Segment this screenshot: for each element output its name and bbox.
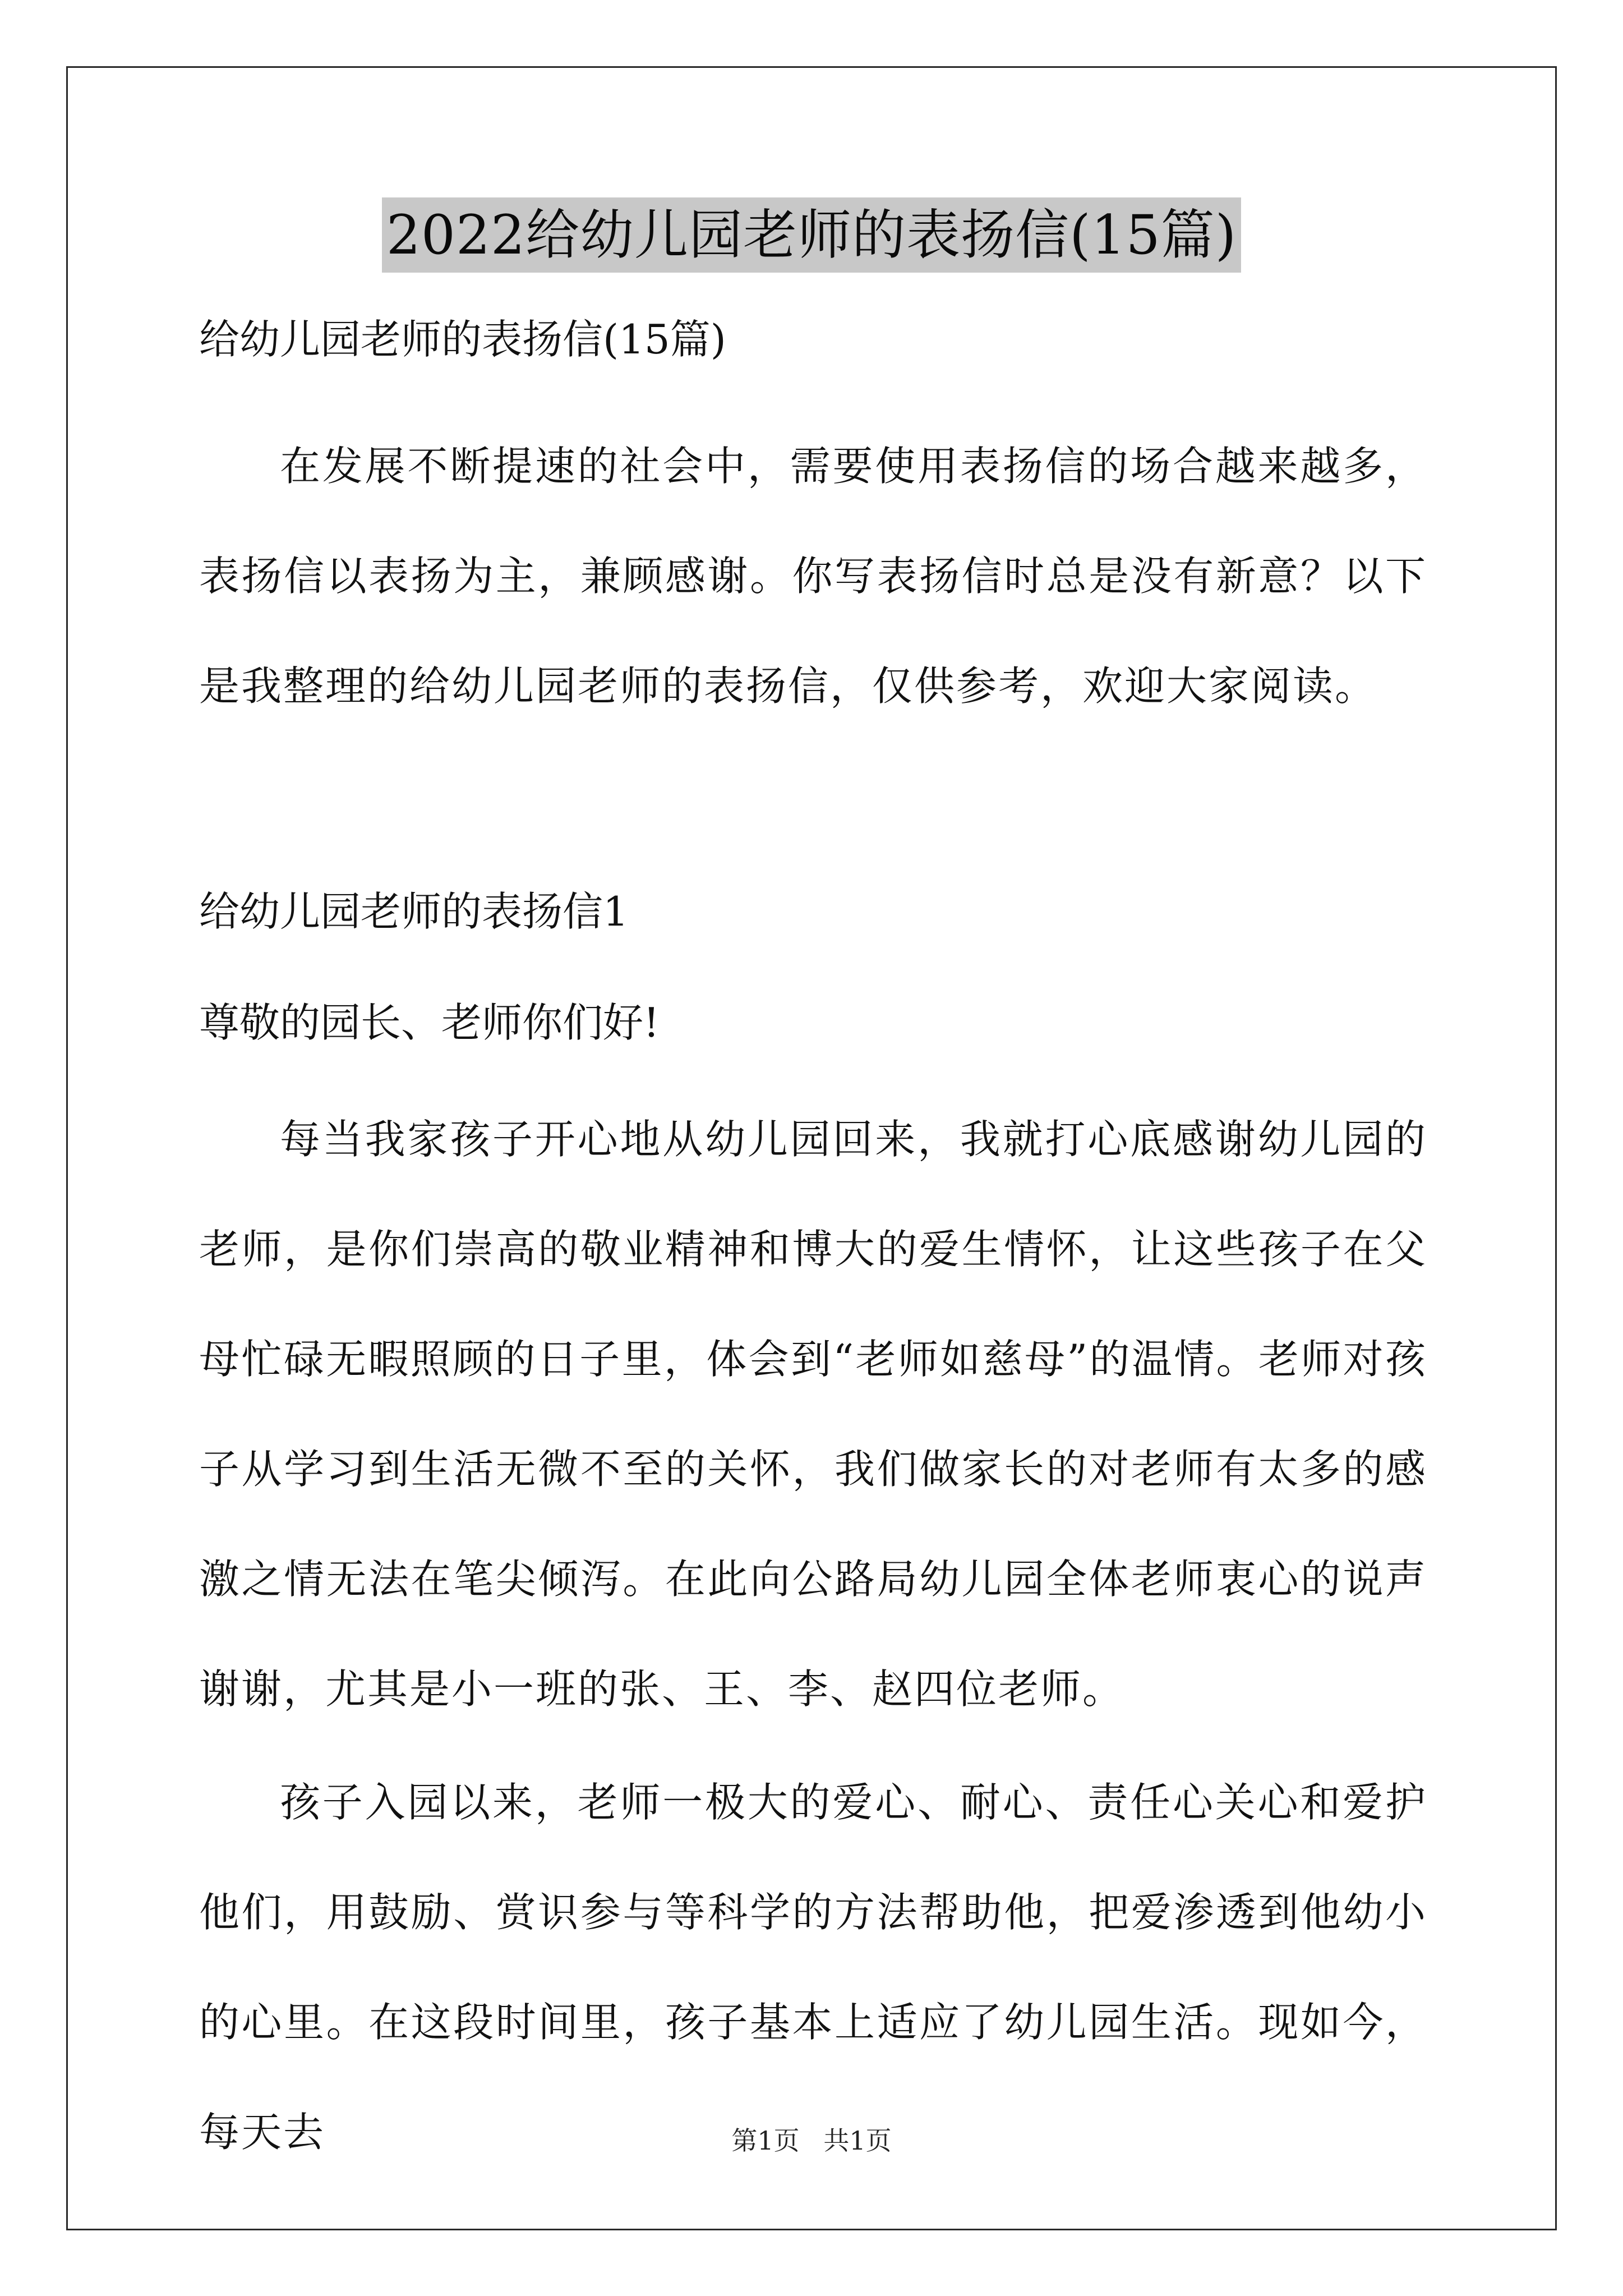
page-number: 第1页 [731,2125,800,2156]
document-subtitle: 给幼儿园老师的表扬信(15篇) [199,316,726,363]
intro-paragraph: 在发展不断提速的社会中，需要使用表扬信的场合越来越多，表扬信以表扬为主，兼顾感谢。你写表扬信时总是没有新意？以下是我整理的给幼儿园老师的表扬信，仅供参考，欢迎大家阅读。 [199,443,1427,710]
salutation: 尊敬的园长、老师你们好! [199,999,660,1046]
body-paragraph-2: 孩子入园以来，老师一极大的爱心、耐心、责任心关心和爱护他们，用鼓励、赏识参与等科学的方法帮助他，把爱渗透到他幼小的心里。在这段时间里，孩子基本上适应了幼儿园生活。现如今，每天去 [199,1779,1427,2156]
body-paragraph-1: 每当我家孩子开心地从幼儿园回来，我就打心底感谢幼儿园的老师，是你们崇高的敬业精神和博大的爱生情怀，让这些孩子在父母忙碌无暇照顾的日子里，体会到“老师如慈母”的温情。老师对孩子从学习到生活无微不至的关怀，我们做家长的对老师有太多的感激之情无法在笔尖倾泻。在此向公路局幼儿园全体老师衷心的说声谢谢，尤其是小一班的张、王、李、赵四位老师。 [199,1116,1427,1713]
page-footer [0,2124,1623,2157]
page-total: 共1页 [823,2125,892,2156]
letter-heading: 给幼儿园老师的表扬信1 [199,888,629,935]
title-container [0,197,1623,273]
document-title: 2022给幼儿园老师的表扬信(15篇) [382,197,1241,273]
